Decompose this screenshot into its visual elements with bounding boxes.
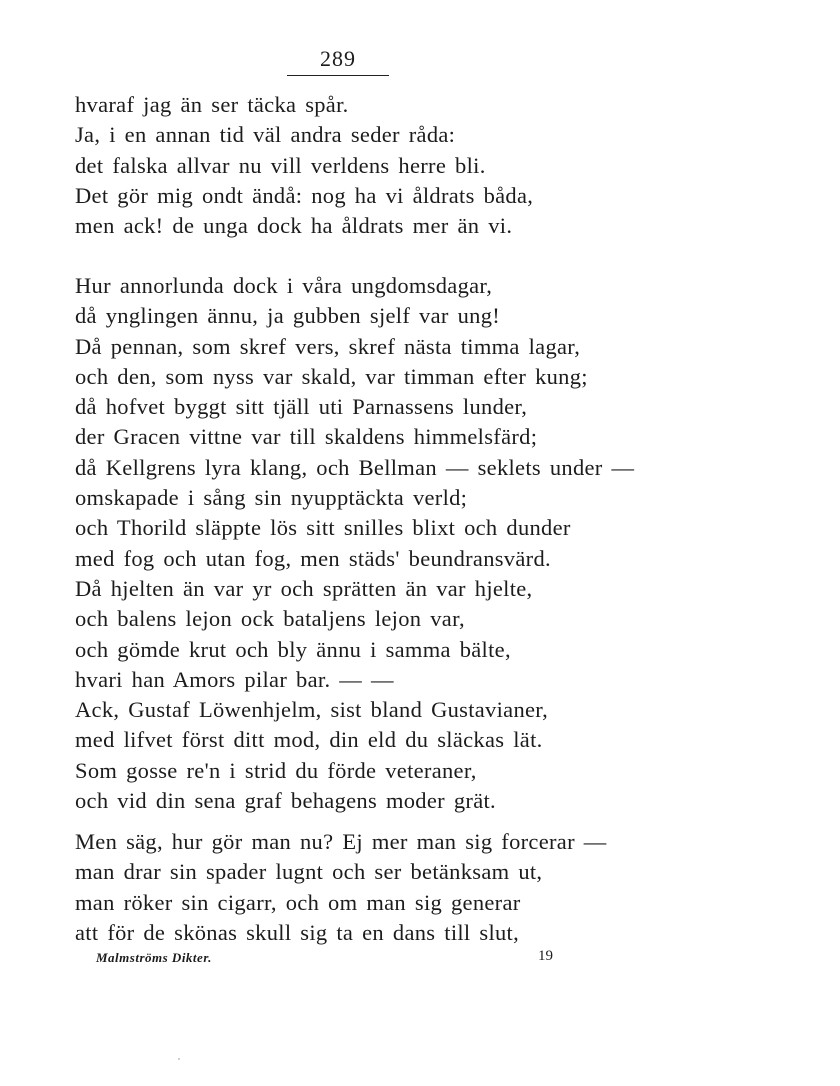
header-rule [287,75,389,76]
stanza-2 [75,271,634,816]
poem-line: och den, som nyss var skald, var timman efter kung; [75,363,588,389]
poem-line: med fog och utan fog, men städs' beundransvärd. [75,545,551,571]
page-number: 289 [320,46,356,71]
poem-line: då ynglingen ännu, ja gubben sjelf var ung! [75,303,501,329]
poem-line: och balens lejon ock bataljens lejon var, [75,606,465,632]
poem-line: hvaraf jag än ser täcka spår. [75,92,349,117]
poem-line: det falska allvar nu vill verldens herre bli. [75,152,486,178]
poem-line: och Thorild släppte lös sitt snilles blixt och dunder [75,515,571,541]
poem-line: omskapade i sång sin nyupptäckta verld; [75,485,468,511]
poem-line: men ack! de unga dock ha åldrats mer än vi. [75,213,513,239]
poem-line: Men säg, hur gör man nu? Ej mer man sig forcerar — [75,829,607,854]
poem-line: och vid din sena graf behagens moder grät. [75,788,496,814]
poem-line: Hur annorlunda dock i våra ungdomsdagar, [75,273,493,298]
poem-line: Då hjelten än var yr och sprätten än var hjelte, [75,575,533,601]
paper-speck [178,1058,180,1060]
poem-line: Som gosse re'n i strid du förde veteraner, [75,757,477,783]
poem-line: hvari han Amors pilar bar. — — [75,666,394,692]
poem-line: Då pennan, som skref vers, skref nästa timma lagar, [75,333,581,359]
poem-line: med lifvet först ditt mod, din eld du släckas lät. [75,727,543,753]
poem-line: då hofvet byggt sitt tjäll uti Parnassens lunder, [75,394,528,420]
poem-line: der Gracen vittne var till skaldens himmelsfärd; [75,424,538,450]
poem-line: man drar sin spader lugnt och ser betänksam ut, [75,859,543,885]
poem-line: Ack, Gustaf Löwenhjelm, sist bland Gustavianer, [75,697,549,723]
poem-line: och gömde krut och bly ännu i samma bälte, [75,636,511,662]
footer-signature: Malmströms Dikter. [96,950,212,965]
poem-line: då Kellgrens lyra klang, och Bellman — seklets under — [75,454,635,480]
poem-line: att för de skönas skull sig ta en dans till slut, [75,919,520,945]
stanza-3 [75,827,607,948]
poem-line: Det gör mig ondt ändå: nog ha vi åldrats båda, [75,182,534,208]
poem-line: Ja, i en annan tid väl andra seder råda: [75,122,456,148]
poem-line: man röker sin cigarr, och om man sig generar [75,889,521,915]
footer-sheet-number: 19 [538,948,553,964]
stanza-1 [75,90,533,241]
